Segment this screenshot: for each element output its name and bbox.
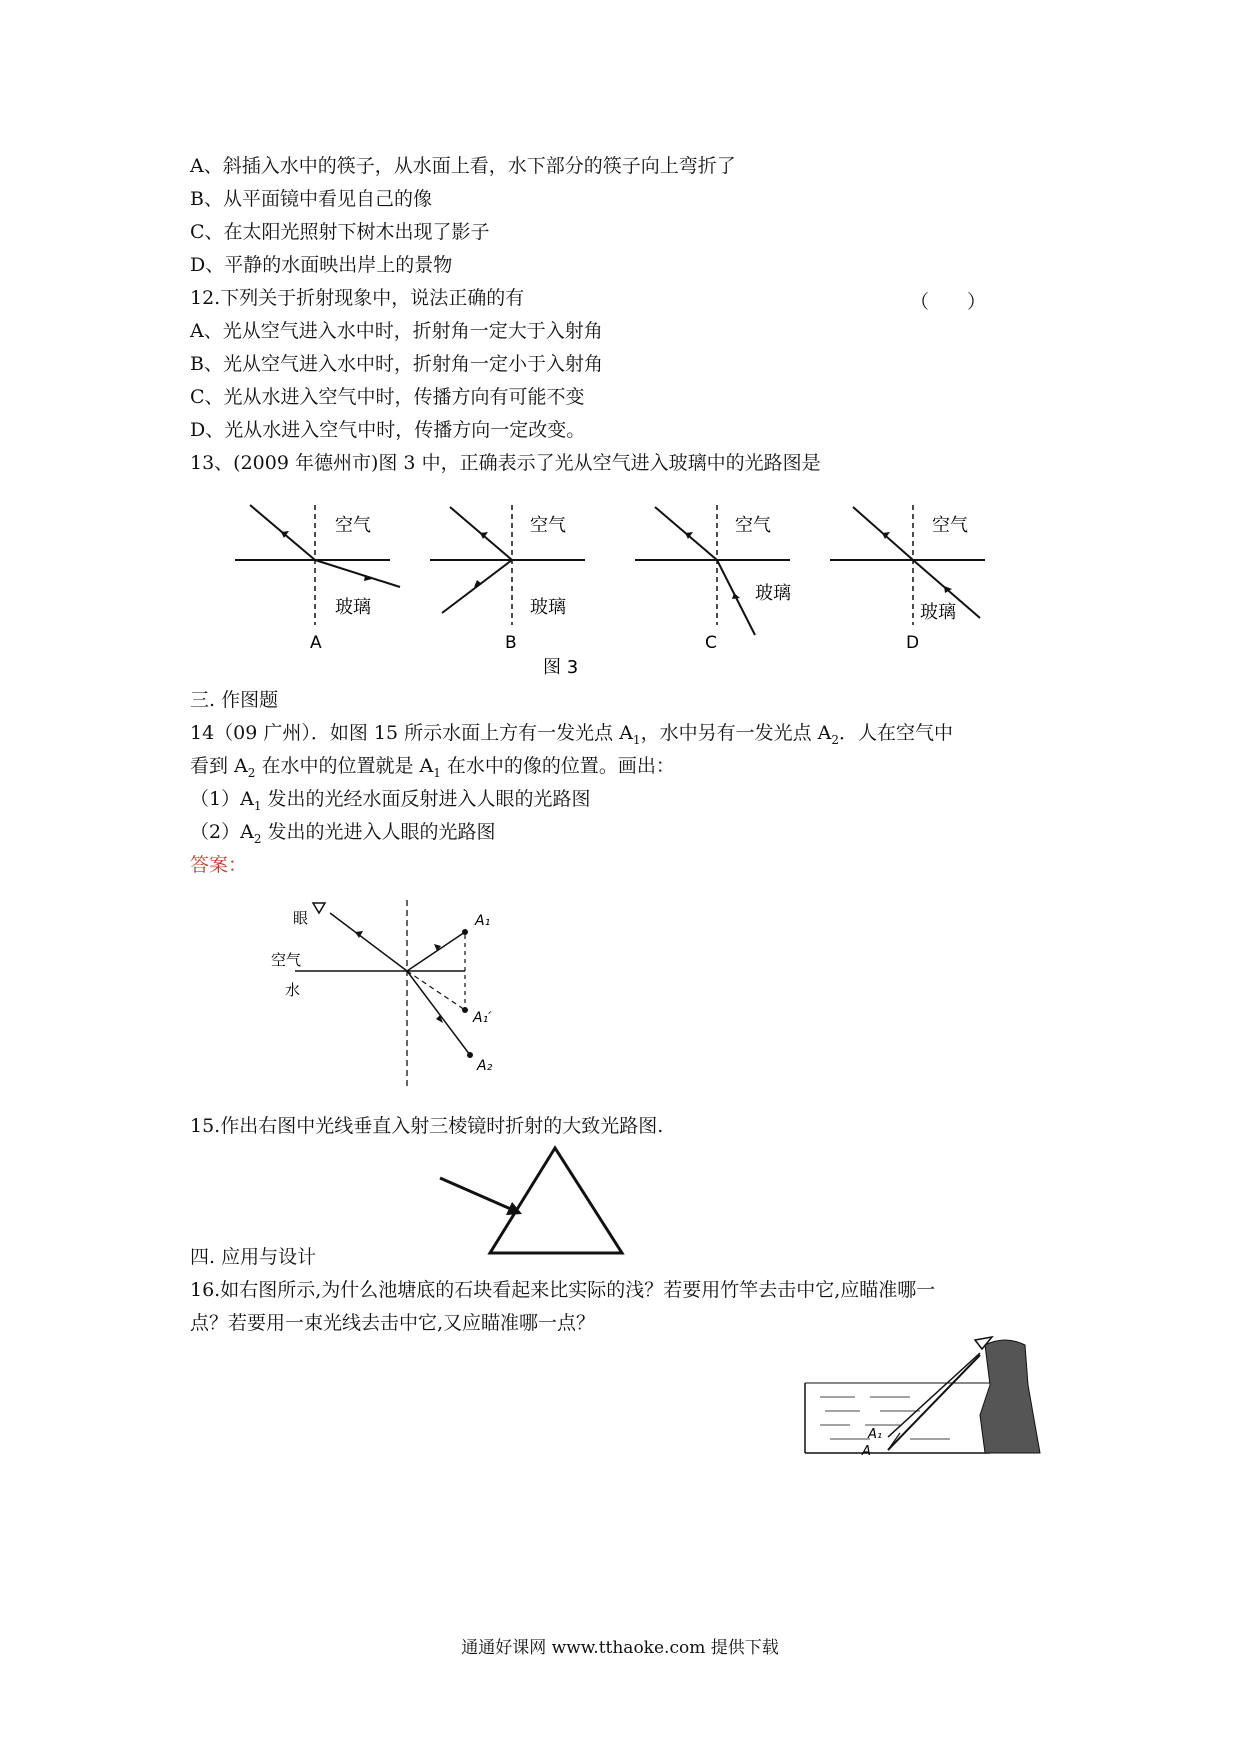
q13-label-glass-a: 玻璃 xyxy=(335,597,371,618)
q13-figure-3 xyxy=(220,495,1000,685)
q13-label-air-b: 空气 xyxy=(530,515,566,536)
q13-label-air-c: 空气 xyxy=(735,515,771,536)
q16-label-a: A xyxy=(862,1444,871,1459)
q14-line-2: 看到 $A_2$ 在水中的位置就是 $A_1$ 在水中的像的位置。画出： xyxy=(190,755,675,780)
q13-letter-c: C xyxy=(705,633,717,653)
q13-letter-a: A xyxy=(310,633,322,653)
page-footer: 通通好课网 www.tthaoke.com 提供下载 xyxy=(461,1638,779,1658)
q15-stem: 15.作出右图中光线垂直入射三棱镜时折射的大致光路图. xyxy=(190,1115,664,1137)
q11-option-c: C、在太阳光照射下树木出现了影子 xyxy=(190,221,490,243)
q13-diagram-a xyxy=(235,505,400,653)
q13-diagram-b xyxy=(430,505,585,653)
q13-label-glass-b: 玻璃 xyxy=(530,597,566,618)
q13-label-glass-c: 玻璃 xyxy=(755,583,791,604)
q14-item-2: $(2)A_2$ 发出的光进入人眼的光路图 xyxy=(190,821,496,846)
q14-item-1: $(1)A_1$ 发出的光经水面反射进入人眼的光路图 xyxy=(190,788,591,813)
q12-option-c: C、光从水进入空气中时，传播方向有可能不变 xyxy=(190,386,585,408)
q15-prism-diagram xyxy=(430,1140,670,1260)
q13-label-air-a: 空气 xyxy=(335,515,371,536)
q12-option-d: D、光从水进入空气中时，传播方向一定改变。 xyxy=(190,419,586,441)
q14-line-1: 14（09 广州）．如图 15 所示水面上方有一发光点 $A_1$，水中另有一发光点 $A_2$．人在空气中 xyxy=(190,722,953,747)
q13-label-glass-d: 玻璃 xyxy=(920,602,956,623)
q14-label-a1: A₁ xyxy=(475,913,491,929)
q13-letter-b: B xyxy=(505,633,517,653)
q13-letter-d: D xyxy=(906,633,920,653)
q14-label-water: 水 xyxy=(285,981,301,999)
q16-line-2: 点？若要用一束光线去击中它,又应瞄准哪一点？ xyxy=(190,1312,596,1334)
section-3-title: 三. 作图题 xyxy=(190,689,279,711)
q11-option-d: D、平静的水面映出岸上的景物 xyxy=(190,254,453,276)
q13-diagram-d xyxy=(830,505,985,653)
section-4-title: 四. 应用与设计 xyxy=(190,1246,317,1268)
q16-pond-diagram xyxy=(800,1325,1050,1460)
q12-answer-bracket: （ ） xyxy=(910,291,987,313)
q13-caption: 图 3 xyxy=(543,657,579,678)
q16-line-1: 16.如右图所示,为什么池塘底的石块看起来比实际的浅？若要用竹竿去击中它,应瞄准哪一 xyxy=(190,1279,936,1301)
q14-label-a1-image: A₁′ xyxy=(473,1010,492,1026)
q14-label-eye: 眼 xyxy=(293,909,309,927)
q11-option-a: A、斜插入水中的筷子，从水面上看，水下部分的筷子向上弯折了 xyxy=(190,155,736,177)
q14-label-a2: A₂ xyxy=(477,1058,493,1074)
q14-answer-diagram xyxy=(265,895,525,1095)
q14-answer-label: 答案： xyxy=(190,854,248,876)
q12-stem: 12.下列关于折射现象中，说法正确的有 xyxy=(190,287,525,309)
q13-label-air-d: 空气 xyxy=(932,515,968,536)
q13-diagram-c xyxy=(635,505,791,653)
q11-option-b: B、从平面镜中看见自己的像 xyxy=(190,188,432,210)
q13-stem: 13、(2009 年德州市)图 3 中，正确表示了光从空气进入玻璃中的光路图是 xyxy=(190,452,821,474)
q14-label-air: 空气 xyxy=(271,951,302,969)
q16-label-a1: A₁ xyxy=(868,1427,883,1442)
q12-option-b: B、光从空气进入水中时，折射角一定小于入射角 xyxy=(190,353,603,375)
q12-option-a: A、光从空气进入水中时，折射角一定大于入射角 xyxy=(190,320,603,342)
